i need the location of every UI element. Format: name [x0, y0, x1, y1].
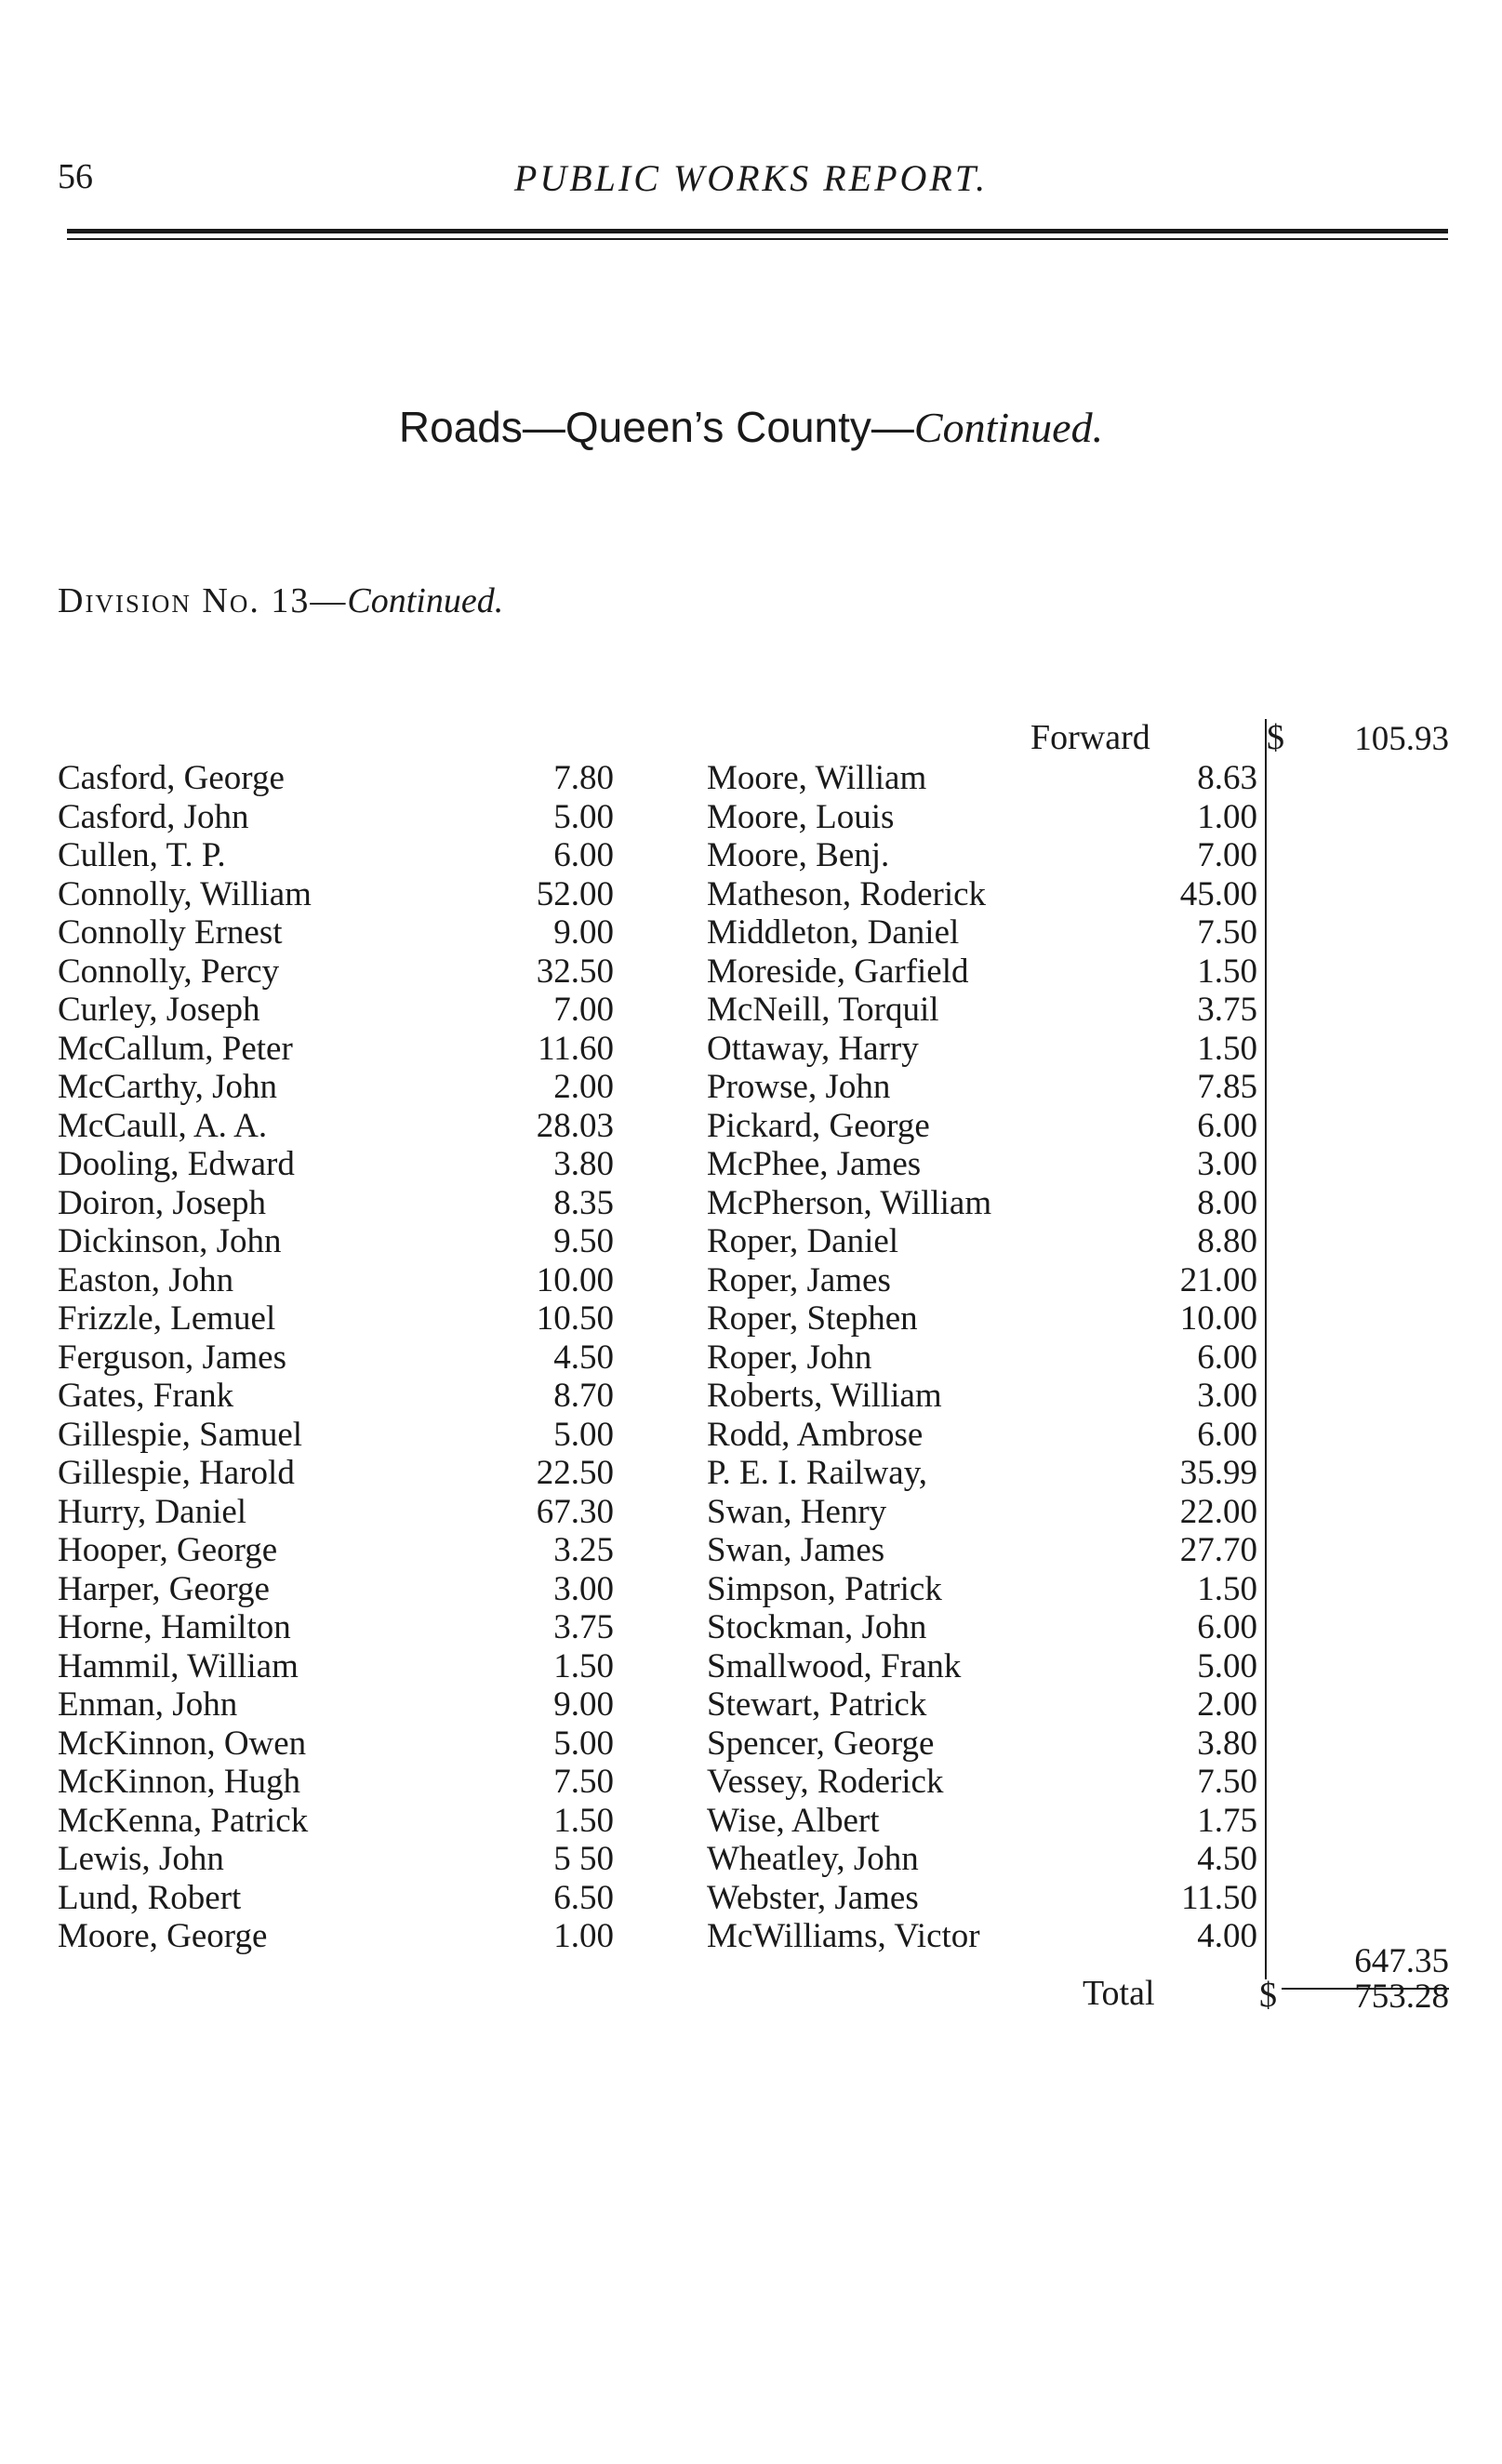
- entry-name: Connolly Ernest: [58, 913, 283, 952]
- entry-name: Roberts, William: [707, 1377, 942, 1415]
- table-row: [0, 1030, 1502, 1069]
- table-row: [0, 952, 1502, 992]
- entry-amount: 6.00: [1197, 1106, 1257, 1145]
- entry-name: McKenna, Patrick: [58, 1801, 309, 1840]
- entry-amount: 22.50: [536, 1454, 614, 1492]
- entry-name: Hurry, Daniel: [58, 1492, 247, 1531]
- header-rule-thin: [67, 238, 1448, 240]
- entry-amount: 21.00: [1179, 1260, 1257, 1299]
- entry-amount: 9.00: [553, 1685, 614, 1724]
- section-continued: Continued.: [913, 404, 1104, 451]
- entry-name: Wise, Albert: [707, 1801, 880, 1840]
- entry-name: Webster, James: [707, 1878, 919, 1917]
- entry-amount: 8.80: [1197, 1222, 1257, 1260]
- entry-amount: 27.70: [1179, 1531, 1257, 1569]
- entry-amount: 3.00: [1197, 1145, 1257, 1183]
- entry-amount: 6.50: [553, 1878, 614, 1917]
- entry-amount: 3.00: [553, 1569, 614, 1608]
- entry-name: Middleton, Daniel: [707, 913, 960, 952]
- entry-name: Dooling, Edward: [58, 1145, 295, 1183]
- entry-name: Moore, Louis: [707, 797, 895, 836]
- entry-amount: 1.00: [1197, 797, 1257, 836]
- entry-name: McKinnon, Hugh: [58, 1763, 301, 1801]
- entry-name: Gillespie, Harold: [58, 1454, 295, 1492]
- entry-name: Rodd, Ambrose: [707, 1415, 924, 1454]
- entry-amount: 5.00: [553, 1724, 614, 1763]
- entry-amount: 8.00: [1197, 1183, 1257, 1222]
- entry-name: Ferguson, James: [58, 1338, 286, 1377]
- entry-name: Frizzle, Lemuel: [58, 1299, 276, 1338]
- entry-name: Roper, Stephen: [707, 1299, 918, 1338]
- entry-amount: 35.99: [1179, 1454, 1257, 1492]
- forward-currency: $: [1267, 718, 1284, 757]
- entry-name: Spencer, George: [707, 1724, 935, 1763]
- total-currency: $: [1259, 1976, 1277, 2015]
- entry-amount: 1.50: [1197, 1029, 1257, 1068]
- entry-amount: 9.50: [553, 1222, 614, 1260]
- amount-column-rule: [1265, 719, 1267, 1979]
- entry-amount: 1.50: [553, 1801, 614, 1840]
- entry-amount: 45.00: [1179, 874, 1257, 913]
- entry-amount: 22.00: [1179, 1492, 1257, 1531]
- section-title-text: Roads—Queen’s County—: [398, 403, 914, 451]
- entry-name: Easton, John: [58, 1260, 234, 1299]
- entry-name: McKinnon, Owen: [58, 1724, 307, 1763]
- entry-amount: 1.75: [1197, 1801, 1257, 1840]
- entry-amount: 3.75: [1197, 991, 1257, 1029]
- entry-amount: 2.00: [1197, 1685, 1257, 1724]
- entry-name: Stockman, John: [707, 1608, 927, 1646]
- entry-amount: 5.00: [553, 1415, 614, 1454]
- entry-amount: 8.70: [553, 1377, 614, 1415]
- entry-amount: 6.00: [1197, 1415, 1257, 1454]
- entry-amount: 4.50: [1197, 1840, 1257, 1878]
- division-heading: [58, 580, 503, 621]
- entry-amount: 2.00: [553, 1068, 614, 1106]
- table-row: [0, 1802, 1502, 1841]
- table-row: [0, 759, 1502, 798]
- page-sum-amount: 647.35: [1354, 1942, 1449, 1980]
- entry-amount: 8.35: [553, 1183, 614, 1222]
- entry-name: Lund, Robert: [58, 1878, 242, 1917]
- table-row: [0, 1107, 1502, 1146]
- entry-name: Moore, George: [58, 1917, 268, 1955]
- entry-amount: 10.00: [536, 1260, 614, 1299]
- entry-amount: 10.50: [536, 1299, 614, 1338]
- table-row: [0, 1493, 1502, 1532]
- entry-amount: 3.80: [553, 1145, 614, 1183]
- entry-name: McCallum, Peter: [58, 1029, 293, 1068]
- table-row: [0, 875, 1502, 914]
- entry-name: McPhee, James: [707, 1145, 922, 1183]
- entry-name: Harper, George: [58, 1569, 270, 1608]
- entry-amount: 8.63: [1197, 759, 1257, 797]
- entry-amount: 7.00: [553, 991, 614, 1029]
- entry-name: McNeill, Torquil: [707, 991, 939, 1029]
- entry-amount: 7.80: [553, 759, 614, 797]
- table-row: [0, 1261, 1502, 1300]
- entry-name: Gillespie, Samuel: [58, 1415, 303, 1454]
- entry-name: McCaull, A. A.: [58, 1106, 268, 1145]
- entry-name: Hammil, William: [58, 1646, 299, 1685]
- entry-name: Roper, James: [707, 1260, 891, 1299]
- header-rule-thick: [67, 229, 1448, 233]
- entry-name: McCarthy, John: [58, 1068, 278, 1106]
- table-row: [0, 1454, 1502, 1493]
- entry-amount: 1.00: [553, 1917, 614, 1955]
- table-row: [0, 1377, 1502, 1416]
- entry-name: Doiron, Joseph: [58, 1183, 267, 1222]
- forward-amount: 105.93: [1354, 720, 1449, 758]
- table-row: [0, 991, 1502, 1030]
- entry-amount: 11.60: [538, 1029, 614, 1068]
- table-row: [0, 1570, 1502, 1609]
- entry-amount: 4.50: [553, 1338, 614, 1377]
- entry-name: Swan, Henry: [707, 1492, 887, 1531]
- section-title: [0, 402, 1502, 452]
- table-row: [0, 798, 1502, 837]
- table-row: [0, 1647, 1502, 1686]
- entry-amount: 7.50: [553, 1763, 614, 1801]
- entry-name: Horne, Hamilton: [58, 1608, 291, 1646]
- table-row: [0, 1222, 1502, 1261]
- table-row: [0, 1184, 1502, 1223]
- entry-name: Vessey, Roderick: [707, 1763, 944, 1801]
- entry-amount: 7.50: [1197, 1763, 1257, 1801]
- entry-name: P. E. I. Railway,: [707, 1454, 928, 1492]
- division-label: Division No. 13—: [58, 581, 348, 620]
- entry-name: Moore, William: [707, 759, 927, 797]
- entry-amount: 32.50: [536, 952, 614, 991]
- entry-amount: 5.00: [1197, 1646, 1257, 1685]
- entry-name: Curley, Joseph: [58, 991, 260, 1029]
- table-row: [0, 913, 1502, 952]
- entry-name: Hooper, George: [58, 1531, 278, 1569]
- entry-amount: 7.00: [1197, 836, 1257, 874]
- table-row: [0, 1879, 1502, 1918]
- entry-name: Connolly, William: [58, 874, 312, 913]
- table-row: [0, 836, 1502, 875]
- table-row: [0, 1685, 1502, 1725]
- running-title: PUBLIC WORKS REPORT.: [513, 157, 989, 199]
- entry-name: Lewis, John: [58, 1840, 224, 1878]
- entry-name: Pickard, George: [707, 1106, 930, 1145]
- entry-amount: 52.00: [536, 874, 614, 913]
- entry-amount: 1.50: [1197, 1569, 1257, 1608]
- entry-name: Casford, John: [58, 797, 249, 836]
- entry-name: Roper, Daniel: [707, 1222, 899, 1260]
- table-row: [0, 1725, 1502, 1764]
- entry-amount: 5 50: [553, 1840, 614, 1878]
- table-row: [0, 1763, 1502, 1802]
- entry-name: McPherson, William: [707, 1183, 992, 1222]
- entry-name: Smallwood, Frank: [707, 1646, 962, 1685]
- total-label: Total: [1083, 1974, 1155, 2013]
- entry-name: Prowse, John: [707, 1068, 891, 1106]
- entry-name: Casford, George: [58, 759, 285, 797]
- entry-amount: 6.00: [1197, 1338, 1257, 1377]
- entry-name: Matheson, Roderick: [707, 874, 987, 913]
- entry-amount: 67.30: [536, 1492, 614, 1531]
- entry-name: Connolly, Percy: [58, 952, 280, 991]
- entry-amount: 1.50: [1197, 952, 1257, 991]
- entry-name: Moore, Benj.: [707, 836, 890, 874]
- table-row: [0, 1145, 1502, 1184]
- table-row: [0, 1068, 1502, 1107]
- entry-amount: 6.00: [553, 836, 614, 874]
- entry-amount: 3.00: [1197, 1377, 1257, 1415]
- entry-name: Moreside, Garfield: [707, 952, 969, 991]
- entry-name: McWilliams, Victor: [707, 1917, 980, 1955]
- entry-name: Ottaway, Harry: [707, 1029, 919, 1068]
- page-number: 56: [58, 157, 93, 196]
- entry-name: Enman, John: [58, 1685, 238, 1724]
- entry-name: Cullen, T. P.: [58, 836, 226, 874]
- table-row: [0, 1416, 1502, 1455]
- entry-amount: 10.00: [1179, 1299, 1257, 1338]
- entry-amount: 3.25: [553, 1531, 614, 1569]
- table-row: [0, 1840, 1502, 1879]
- entry-name: Swan, James: [707, 1531, 885, 1569]
- entry-amount: 11.50: [1181, 1878, 1257, 1917]
- forward-label: Forward: [1030, 718, 1150, 757]
- table-row: [0, 1299, 1502, 1339]
- division-continued: Continued.: [347, 581, 504, 620]
- entry-amount: 5.00: [553, 797, 614, 836]
- table-row: [0, 1917, 1502, 1956]
- entry-name: Wheatley, John: [707, 1840, 919, 1878]
- entry-amount: 9.00: [553, 913, 614, 952]
- entry-name: Roper, John: [707, 1338, 872, 1377]
- table-row: [0, 1339, 1502, 1378]
- entry-amount: 4.00: [1197, 1917, 1257, 1955]
- table-row: [0, 1531, 1502, 1570]
- table-row: [0, 1608, 1502, 1647]
- entry-name: Gates, Frank: [58, 1377, 234, 1415]
- entry-amount: 7.50: [1197, 913, 1257, 952]
- total-amount: 753.28: [1354, 1978, 1449, 2016]
- entry-name: Simpson, Patrick: [707, 1569, 942, 1608]
- entry-amount: 3.80: [1197, 1724, 1257, 1763]
- entry-name: Dickinson, John: [58, 1222, 282, 1260]
- entry-amount: 7.85: [1197, 1068, 1257, 1106]
- entry-amount: 1.50: [553, 1646, 614, 1685]
- entry-amount: 3.75: [553, 1608, 614, 1646]
- entry-amount: 28.03: [536, 1106, 614, 1145]
- entry-amount: 6.00: [1197, 1608, 1257, 1646]
- entry-name: Stewart, Patrick: [707, 1685, 927, 1724]
